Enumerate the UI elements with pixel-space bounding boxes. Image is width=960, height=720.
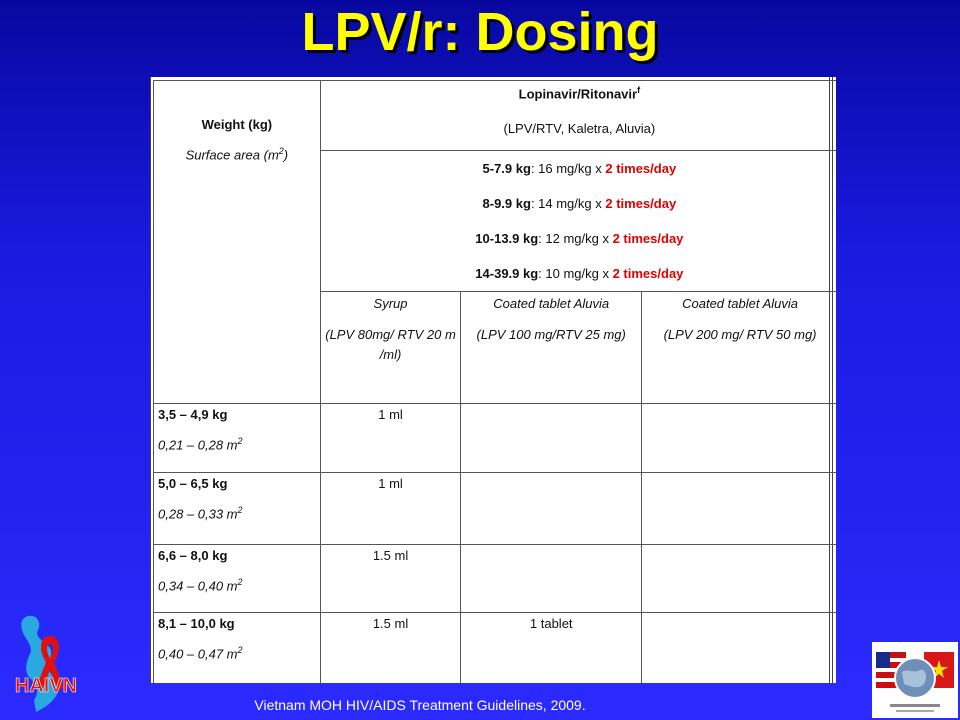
weight-cell: 8,1 – 10,0 kg 0,40 – 0,47 $m^2$	[154, 613, 321, 684]
slide-title: LPV/r: Dosing	[301, 2, 659, 62]
tablet-200-dose	[642, 613, 836, 684]
tablet-100-dose	[461, 473, 642, 545]
tablet-200-dose	[642, 473, 836, 545]
formulation-tablet-200: Coated tablet Aluvia (LPV 200 mg/ RTV 50 mg)	[642, 292, 836, 404]
drug-name: Lopinavir/Ritonavir$^f$	[518, 85, 641, 102]
dose-rule: 14-39.9 kg: 10 mg/kg x 2 times/day	[475, 266, 684, 281]
surface-area-header: Surface area $(m^2)$	[185, 146, 289, 163]
weight-header: Weight (kg)	[201, 117, 273, 132]
formulation-syrup: Syrup (LPV 80mg/ RTV 20 m /ml)	[320, 292, 461, 404]
table-row	[154, 545, 837, 613]
drug-brands: (LPV/RTV, Kaletra, Aluvia)	[503, 121, 656, 137]
drug-header-cell	[320, 81, 836, 151]
weight-header-cell	[154, 81, 321, 404]
table-row	[154, 613, 837, 684]
table-border-left	[150, 77, 151, 683]
tablet-100-dose	[461, 404, 642, 473]
weight-cell: 5,0 – 6,5 kg 0,28 – 0,33 $m^2$	[154, 473, 321, 545]
formulation-tablet-100: Coated tablet Aluvia (LPV 100 mg/RTV 25 mg)	[461, 292, 642, 404]
haivn-logo	[6, 612, 94, 716]
table-row	[154, 404, 837, 473]
citation: Vietnam MOH HIV/AIDS Treatment Guidelines, 2009.	[254, 697, 586, 713]
table-row	[154, 473, 837, 545]
dose-rule: 5-7.9 kg: 16 mg/kg x 2 times/day	[482, 161, 677, 176]
syrup-dose: 1.5 ml	[320, 613, 461, 684]
tablet-200-dose	[642, 545, 836, 613]
syrup-dose: 1 ml	[320, 473, 461, 545]
haivn-logo-text: HAIVN	[14, 675, 78, 697]
syrup-dose: 1.5 ml	[320, 545, 461, 613]
tablet-100-dose	[461, 545, 642, 613]
dose-rules-cell	[320, 151, 836, 292]
dosing-table	[153, 80, 836, 683]
dose-rule: 8-9.9 kg: 14 mg/kg x 2 times/day	[482, 196, 677, 211]
dose-rule: 10-13.9 kg: 12 mg/kg x 2 times/day	[475, 231, 684, 246]
syrup-dose: 1 ml	[320, 404, 461, 473]
tablet-100-dose: 1 tablet	[461, 613, 642, 684]
partnership-flags-logo	[872, 642, 958, 718]
dosing-table-image	[150, 77, 836, 683]
tablet-200-dose	[642, 404, 836, 473]
weight-cell: 3,5 – 4,9 kg 0,21 – 0,28 $m^2$	[154, 404, 321, 473]
weight-cell: 6,6 – 8,0 kg 0,34 – 0,40 $m^2$	[154, 545, 321, 613]
